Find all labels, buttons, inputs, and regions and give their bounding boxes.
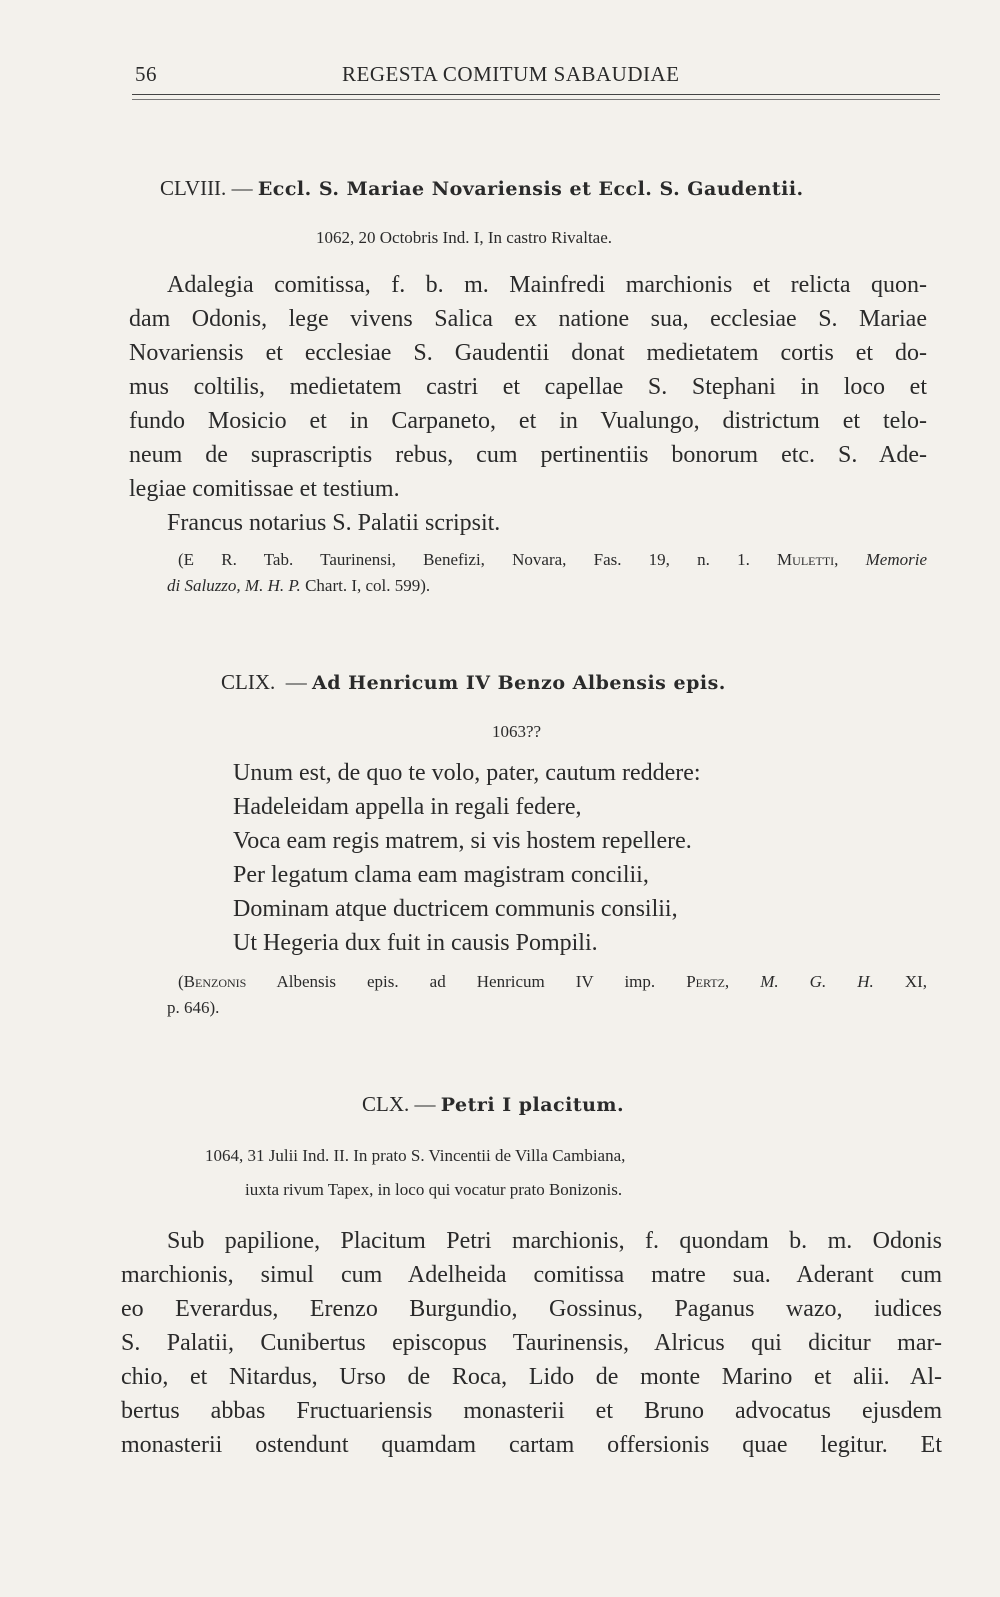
body-line: neum de suprascriptis rebus, cum pertinentiis bonorum etc. S. Ade- — [129, 442, 927, 468]
entry-number: CLIX. — [221, 670, 276, 694]
note-work: Memorie — [865, 550, 927, 569]
body-line: legiae comitissae et testium. — [129, 476, 400, 502]
verse-line: Dominam atque ductricem communis consilii, — [233, 896, 678, 922]
entry-dash: — — [231, 176, 253, 200]
verse-line: Hadeleidam appella in regali federe, — [233, 794, 582, 820]
body-line: Sub papilione, Placitum Petri marchionis, f. quondam b. m. Odonis — [167, 1228, 942, 1254]
body-line: S. Palatii, Cunibertus episcopus Taurinensis, Alricus qui dicitur mar- — [121, 1330, 942, 1356]
verse-line: Ut Hegeria dux fuit in causis Pompili. — [233, 930, 598, 956]
body-line: dam Odonis, lege vivens Salica ex natione sua, ecclesiae S. Mariae — [129, 306, 927, 332]
header-rule — [132, 94, 940, 95]
entry-title: Eccl. S. Mariae Novariensis et Eccl. S. Gaudentii. — [257, 178, 804, 200]
header-rule-thin — [132, 99, 940, 100]
body-line: mus coltilis, medietatem castri et capellae S. Stephani in loco et — [129, 374, 927, 400]
note-author: Benzonis — [183, 972, 247, 991]
page-number: 56 — [135, 62, 157, 86]
verse-line: Voca eam regis matrem, si vis hostem repellere. — [233, 828, 692, 854]
note-author: Muletti — [777, 550, 835, 569]
source-note — [178, 550, 927, 570]
running-head — [132, 62, 940, 96]
entry-number: CLX. — [362, 1092, 410, 1116]
note-work: di Saluzzo, M. H. P. — [167, 576, 301, 595]
entry-number: CLVIII. — [160, 176, 227, 200]
entry-dash: — — [414, 1092, 436, 1116]
verse-line: Per legatum clama eam magistram concilii, — [233, 862, 649, 888]
entry-date: 1063?? — [492, 722, 542, 741]
body-line: monasterii ostendunt quamdam cartam offersionis quae legitur. Et — [121, 1432, 942, 1458]
note-text: Albensis epis. ad Henricum IV imp. — [246, 972, 687, 991]
source-note-cont — [167, 576, 430, 596]
body-line: Novariensis et ecclesiae S. Gaudentii donat medietatem cortis et do- — [129, 340, 927, 366]
body-line: Adalegia comitissa, f. b. m. Mainfredi marchionis et relicta quon- — [167, 272, 927, 298]
entry-dash: — — [285, 670, 307, 694]
body-line: eo Everardus, Erenzo Burgundio, Gossinus, Paganus wazo, iudices — [121, 1296, 942, 1322]
body-line: chio, et Nitardus, Urso de Roca, Lido de monte Marino et alii. Al- — [121, 1364, 942, 1390]
entry-date-cont: iuxta rivum Tapex, in loco qui vocatur prato Bonizonis. — [245, 1180, 623, 1199]
note-work: M. G. H. — [760, 972, 874, 991]
body-line: marchionis, simul cum Adelheida comitissa matre sua. Aderant cum — [121, 1262, 942, 1288]
entry-heading-clix — [221, 670, 726, 695]
entry-title: Petri I placitum. — [440, 1094, 625, 1116]
note-text: (E R. Tab. Taurinensi, Benefizi, Novara, Fas. 19, n. 1. — [178, 550, 778, 569]
note-text: , — [834, 550, 866, 569]
source-note — [178, 972, 927, 992]
entry-date: 1062, 20 Octobris Ind. I, In castro Rivaltae. — [316, 228, 613, 247]
source-note-cont: p. 646). — [167, 998, 220, 1017]
note-text: ( — [178, 972, 184, 991]
note-text: XI, — [873, 972, 928, 991]
note-author: Pertz — [686, 972, 725, 991]
note-text: Chart. I, col. 599). — [300, 576, 431, 595]
body-line: Francus notarius S. Palatii scripsit. — [167, 510, 501, 536]
entry-date: 1064, 31 Julii Ind. II. In prato S. Vincentii de Villa Cambiana, — [205, 1146, 626, 1165]
entry-heading-clviii — [160, 176, 804, 201]
body-line: bertus abbas Fructuariensis monasterii et Bruno advocatus ejusdem — [121, 1398, 942, 1424]
entry-title: Ad Henricum IV Benzo Albensis epis. — [312, 672, 726, 694]
body-line: fundo Mosicio et in Carpaneto, et in Vualungo, districtum et telo- — [129, 408, 927, 434]
note-text: , — [724, 972, 761, 991]
entry-heading-clx — [362, 1092, 624, 1117]
running-title: REGESTA COMITUM SABAUDIAE — [342, 62, 680, 86]
verse-line: Unum est, de quo te volo, pater, cautum reddere: — [233, 760, 701, 786]
